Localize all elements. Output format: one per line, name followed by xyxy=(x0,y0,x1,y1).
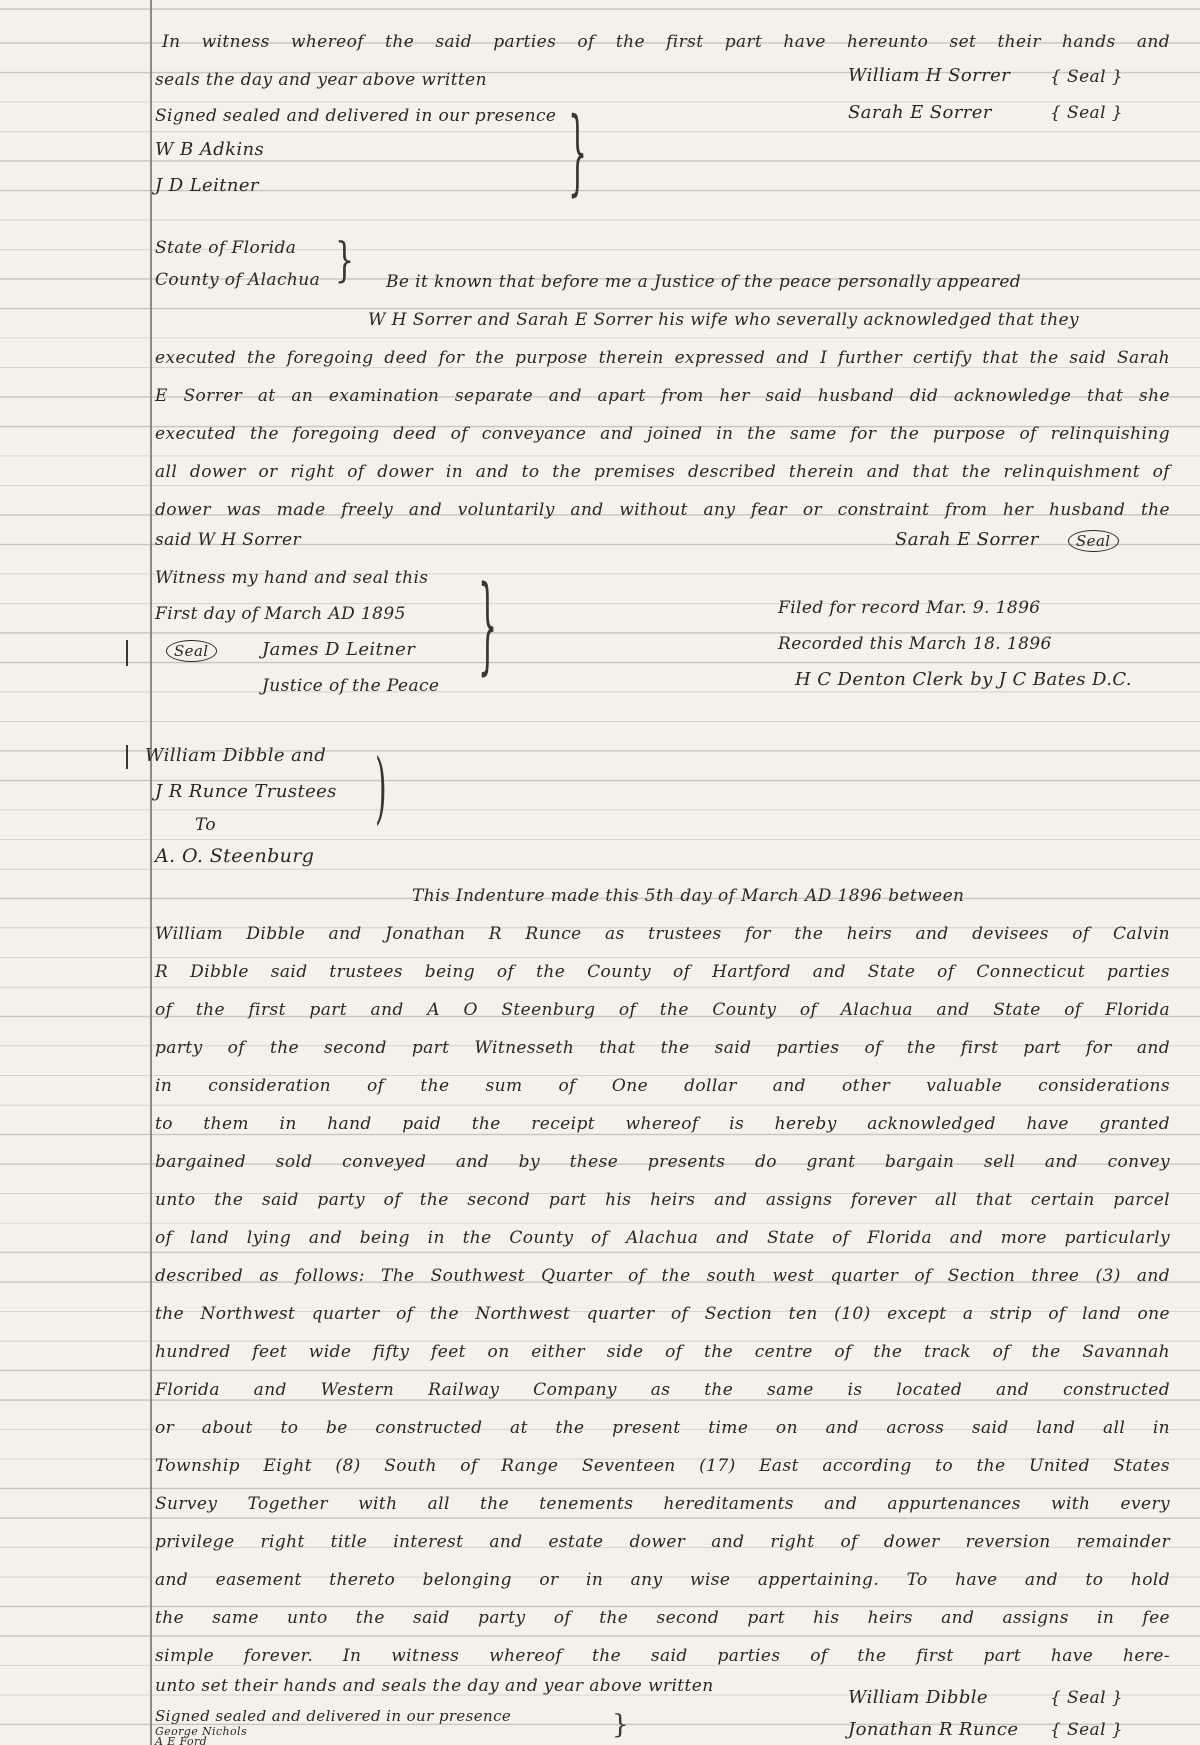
seal-2: { Seal } xyxy=(1050,103,1123,123)
caption-to: To xyxy=(195,815,217,835)
signed-sealed-delivered: Signed sealed and delivered in our presence xyxy=(155,106,557,126)
deed2-seal-2: { Seal } xyxy=(1050,1720,1123,1740)
caption-grantor-1: William Dibble and xyxy=(145,745,327,766)
witness-brace: } xyxy=(568,100,588,209)
deed2-signed-sealed: Signed sealed and delivered in our presence xyxy=(155,1707,512,1725)
witness-hand-line-2: First day of March AD 1895 xyxy=(155,604,406,624)
witness-1: W B Adkins xyxy=(155,139,265,160)
deed2-seal-2-label: Seal xyxy=(1067,1720,1106,1740)
signer-1: William H Sorrer xyxy=(848,65,1011,86)
witness-clause-line-1: In witness whereof the said parties of the first part have hereunto set their hands and xyxy=(162,32,1170,52)
seal-1: { Seal } xyxy=(1050,67,1123,87)
ack-line-7: dower was made freely and voluntarily and without any fear or constraint from her husband the xyxy=(155,500,1170,520)
justice-brace: } xyxy=(478,566,498,689)
ack-signer-seal-label: Seal xyxy=(1068,530,1119,552)
justice-name: James D Leitner xyxy=(262,639,416,660)
deed2-line-17: Survey Together with all the tenements hereditaments and appurtenances with every xyxy=(155,1494,1170,1514)
venue-brace: } xyxy=(335,234,355,289)
ack-line-5: executed the foregoing deed of conveyance and joined in the same for the purpose of relinquishing xyxy=(155,424,1170,444)
deed2-line-8: bargained sold conveyed and by these presents do grant bargain sell and convey xyxy=(155,1152,1170,1172)
ack-line-3: executed the foregoing deed for the purpose therein expressed and I further certify that the said Sarah xyxy=(155,348,1170,368)
deed2-line-22: unto set their hands and seals the day and year above written xyxy=(155,1676,714,1696)
deed2-seal-1: { Seal } xyxy=(1050,1688,1123,1708)
witness-clause-line-2: seals the day and year above written xyxy=(155,70,487,90)
deed2-witness-2: A E Ford xyxy=(155,1735,208,1745)
deed2-line-11: described as follows: The Southwest Quarter of the south west quarter of Section three (3) and xyxy=(155,1266,1170,1286)
deed2-line-2: William Dibble and Jonathan R Runce as trustees for the heirs and devisees of Calvin xyxy=(155,924,1170,944)
ack-line-8: said W H Sorrer xyxy=(155,530,302,550)
ack-signer: Sarah E Sorrer xyxy=(895,529,1039,550)
recorded-date: Recorded this March 18. 1896 xyxy=(778,634,1052,654)
deed2-line-10: of land lying and being in the County of Alachua and State of Florida and more particularly xyxy=(155,1228,1170,1248)
ack-line-4: E Sorrer at an examination separate and apart from her said husband did acknowledge that she xyxy=(155,386,1170,406)
deed2-line-21: simple forever. In witness whereof the said parties of the first part have here- xyxy=(155,1646,1170,1666)
justice-seal-label: Seal xyxy=(166,640,217,662)
deed2-line-3: R Dibble said trustees being of the County of Hartford and State of Connecticut parties xyxy=(155,962,1170,982)
deed2-line-4: of the first part and A O Steenburg of the County of Alachua and State of Florida xyxy=(155,1000,1170,1020)
justice-seal xyxy=(166,640,217,662)
deed2-witness-brace: } xyxy=(612,1710,629,1740)
deed2-line-1: This Indenture made this 5th day of March AD 1896 between xyxy=(412,886,965,906)
ack-line-2: W H Sorrer and Sarah E Sorrer his wife who severally acknowledged that they xyxy=(368,310,1080,330)
margin-tick xyxy=(126,640,128,666)
ack-line-1: Be it known that before me a Justice of the peace personally appeared xyxy=(386,272,1022,292)
deed2-line-6: in consideration of the sum of One dollar and other valuable considerations xyxy=(155,1076,1170,1096)
clerk-signature: H C Denton Clerk by J C Bates D.C. xyxy=(795,669,1133,690)
signer-2: Sarah E Sorrer xyxy=(848,102,992,123)
deed2-line-12: the Northwest quarter of the Northwest quarter of Section ten (10) except a strip of land one xyxy=(155,1304,1170,1324)
deed2-signer-2: Jonathan R Runce xyxy=(848,1719,1019,1740)
deed2-line-15: or about to be constructed at the present time on and across said land all in xyxy=(155,1418,1170,1438)
witness-hand-line-1: Witness my hand and seal this xyxy=(155,568,429,588)
seal-2-label: Seal xyxy=(1067,103,1106,123)
margin-rule xyxy=(150,0,152,1745)
witness-2: J D Leitner xyxy=(155,175,259,196)
deed2-witness-1: George Nichols xyxy=(155,1725,247,1738)
deed2-line-5: party of the second part Witnesseth that the said parties of the first part for and xyxy=(155,1038,1170,1058)
caption-brace: ) xyxy=(375,744,387,835)
deed2-seal-1-label: Seal xyxy=(1067,1688,1106,1708)
venue-county: County of Alachua xyxy=(155,270,321,290)
deed2-line-14: Florida and Western Railway Company as the same is located and constructed xyxy=(155,1380,1170,1400)
deed2-line-9: unto the said party of the second part his heirs and assigns forever all that certain parcel xyxy=(155,1190,1170,1210)
justice-title: Justice of the Peace xyxy=(262,676,440,696)
ack-signer-seal xyxy=(1068,530,1119,552)
deed2-line-7: to them in hand paid the receipt whereof is hereby acknowledged have granted xyxy=(155,1114,1170,1134)
ack-line-6: all dower or right of dower in and to the premises described therein and that the relinquishment of xyxy=(155,462,1170,482)
filed-for-record: Filed for record Mar. 9. 1896 xyxy=(778,598,1041,618)
seal-1-label: Seal xyxy=(1067,67,1106,87)
caption-grantee: A. O. Steenburg xyxy=(155,845,315,867)
deed2-line-16: Township Eight (8) South of Range Seventeen (17) East according to the United States xyxy=(155,1456,1170,1476)
caption-grantor-2: J R Runce Trustees xyxy=(155,781,337,802)
caption-tick xyxy=(126,745,128,769)
venue-state: State of Florida xyxy=(155,238,297,258)
deed2-signer-1: William Dibble xyxy=(848,1687,988,1708)
deed2-line-20: the same unto the said party of the second part his heirs and assigns in fee xyxy=(155,1608,1170,1628)
deed2-line-18: privilege right title interest and estate dower and right of dower reversion remainder xyxy=(155,1532,1170,1552)
deed2-line-19: and easement thereto belonging or in any wise appertaining. To have and to hold xyxy=(155,1570,1170,1590)
deed2-line-13: hundred feet wide fifty feet on either side of the centre of the track of the Savannah xyxy=(155,1342,1170,1362)
